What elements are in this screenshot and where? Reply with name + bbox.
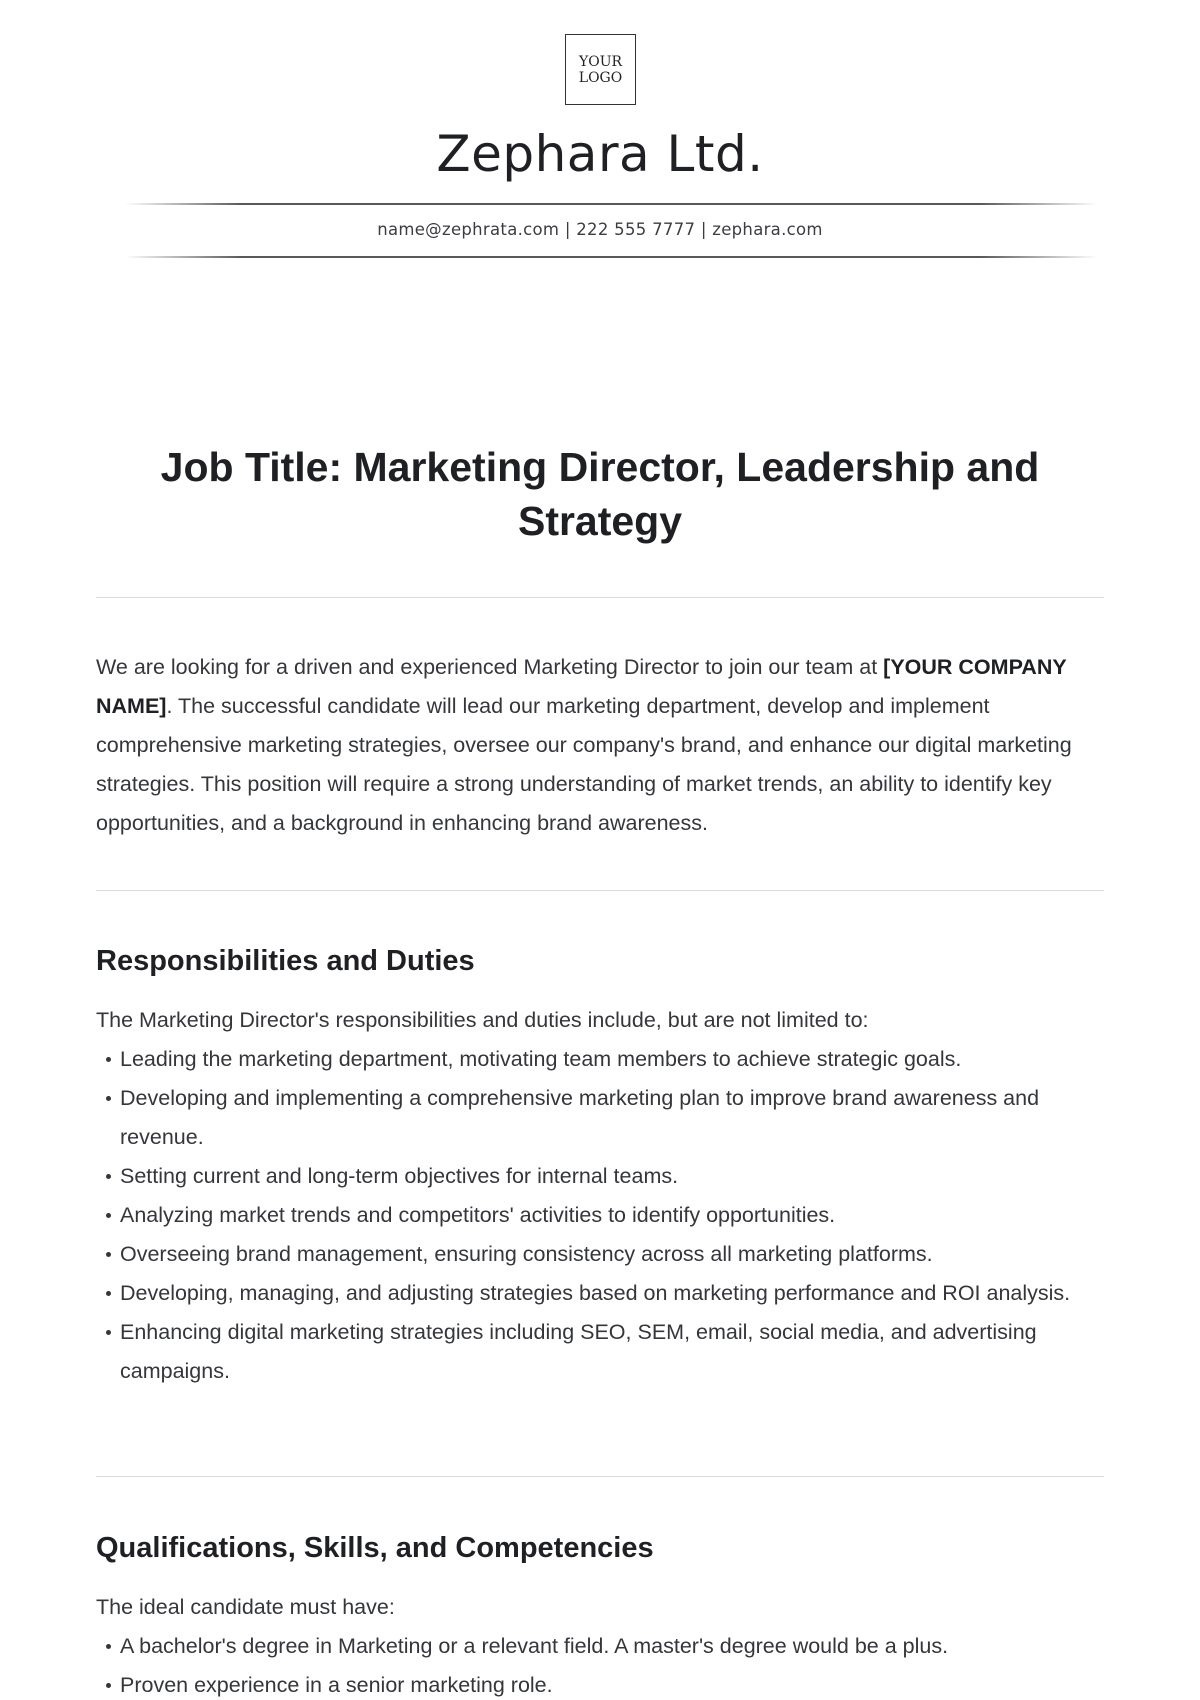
header-divider-top (125, 203, 1097, 205)
responsibilities-list (96, 1040, 1104, 1391)
logo-line-2: LOGO (578, 69, 623, 86)
company-logo (565, 34, 636, 105)
logo-line-1: YOUR (578, 53, 623, 70)
responsibilities-lead: The Marketing Director's responsibilities and duties include, but are not limited to: (96, 1008, 869, 1032)
list-item: Developing and implementing a comprehensive marketing plan to improve brand awareness and revenue. (96, 1079, 1104, 1157)
section-divider (96, 597, 1104, 598)
job-title: Job Title: Marketing Director, Leadership and Strategy (160, 444, 1040, 544)
qualifications-lead: The ideal candidate must have: (96, 1595, 395, 1619)
company-name-placeholder: [YOUR COMPANY NAME] (96, 655, 1067, 718)
list-item: Overseeing brand management, ensuring consistency across all marketing platforms. (96, 1235, 1104, 1274)
intro-paragraph (96, 648, 1104, 843)
list-item: Proven experience in a senior marketing role. (96, 1666, 1104, 1700)
list-item: Developing, managing, and adjusting strategies based on marketing performance and ROI analysis. (96, 1274, 1104, 1313)
header-divider-bottom (125, 256, 1097, 258)
list-item: Enhancing digital marketing strategies including SEO, SEM, email, social media, and advertising campaigns. (96, 1313, 1104, 1391)
qualifications-heading: Qualifications, Skills, and Competencies (96, 1532, 654, 1564)
company-name: Zephara Ltd. (436, 125, 764, 183)
list-item: Analyzing market trends and competitors' activities to identify opportunities. (96, 1196, 1104, 1235)
section-divider (96, 890, 1104, 891)
list-item: A bachelor's degree in Marketing or a relevant field. A master's degree would be a plus. (96, 1627, 1104, 1666)
intro-text-before: We are looking for a driven and experienced Marketing Director to join our team at (96, 655, 884, 679)
list-item: Leading the marketing department, motivating team members to achieve strategic goals. (96, 1040, 1104, 1079)
contact-info: name@zephrata.com | 222 555 7777 | zephara.com (377, 220, 823, 239)
intro-text-after: . The successful candidate will lead our marketing department, develop and implement comprehensive marketing strategies, oversee our company's brand, and enhance our digital marketing strategies. This position will require a strong understanding of market trends, an ability to identify key opportunities, and a background in enhancing brand awareness. (96, 694, 1072, 835)
responsibilities-heading: Responsibilities and Duties (96, 945, 475, 977)
qualifications-list (96, 1627, 1104, 1700)
section-divider (96, 1476, 1104, 1477)
list-item: Setting current and long-term objectives for internal teams. (96, 1157, 1104, 1196)
